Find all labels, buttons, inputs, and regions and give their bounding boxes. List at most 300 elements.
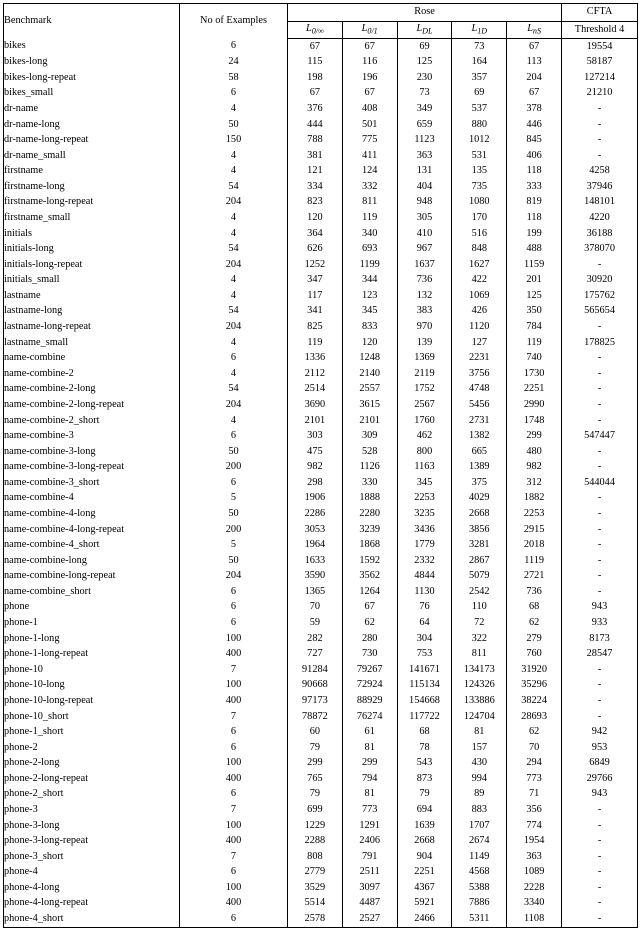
table-row <box>4 101 638 117</box>
cell-benchmark: name-combine <box>4 351 180 367</box>
cell-l1d: 5079 <box>452 569 507 585</box>
cell-examples: 7 <box>180 849 288 865</box>
cell-examples: 50 <box>180 553 288 569</box>
cell-lns: 204 <box>507 70 562 86</box>
cell-examples: 50 <box>180 506 288 522</box>
cell-l01: 794 <box>342 771 397 787</box>
cell-lns: 406 <box>507 148 562 164</box>
cell-threshold: - <box>597 414 602 426</box>
cell-l0inf: 1633 <box>288 553 343 569</box>
cell-l0inf: 78872 <box>288 709 343 725</box>
cell-ldl: 125 <box>397 55 452 71</box>
cell-l01: 2527 <box>342 911 397 927</box>
cell-l01: 123 <box>342 288 397 304</box>
cell-benchmark: phone-10 <box>4 662 180 678</box>
cell-l1d: 157 <box>452 740 507 756</box>
cell-l01: 3615 <box>342 397 397 413</box>
cell-threshold: - <box>597 679 602 691</box>
cell-l01: 332 <box>342 179 397 195</box>
table-row <box>4 164 638 180</box>
cell-ldl: 1639 <box>397 818 452 834</box>
cell-lns: 38224 <box>507 693 562 709</box>
cell-l1d: 7886 <box>452 896 507 912</box>
cell-lns: 62 <box>507 724 562 740</box>
cell-l01: 1199 <box>342 257 397 273</box>
cell-benchmark: phone-10-long-repeat <box>4 693 180 709</box>
cell-l0inf: 347 <box>288 273 343 289</box>
cell-benchmark: name-combine-3-long-repeat <box>4 460 180 476</box>
cell-threshold: - <box>597 819 602 831</box>
cell-examples: 150 <box>180 132 288 148</box>
cell-examples: 6 <box>180 724 288 740</box>
cell-examples: 6 <box>180 787 288 803</box>
table-row <box>4 709 638 725</box>
cell-benchmark: phone-1_short <box>4 724 180 740</box>
cell-examples: 100 <box>180 818 288 834</box>
cell-benchmark: bikes_small <box>4 86 180 102</box>
cell-examples: 6 <box>180 351 288 367</box>
cell-benchmark: bikes <box>4 39 180 55</box>
cell-lns: 480 <box>507 444 562 460</box>
cell-lns: 1954 <box>507 833 562 849</box>
cell-l0inf: 282 <box>288 631 343 647</box>
cell-l0inf: 823 <box>288 195 343 211</box>
cell-l01: 124 <box>342 164 397 180</box>
cell-l1d: 2731 <box>452 413 507 429</box>
cell-threshold: 943 <box>591 788 608 800</box>
cell-l0inf: 3590 <box>288 569 343 585</box>
cell-l1d: 69 <box>452 86 507 102</box>
cell-lns: 71 <box>507 787 562 803</box>
cell-l1d: 4029 <box>452 491 507 507</box>
cell-lns: 125 <box>507 288 562 304</box>
cell-lns: 2228 <box>507 880 562 896</box>
cell-examples: 6 <box>180 615 288 631</box>
cell-l1d: 422 <box>452 273 507 289</box>
cell-l1d: 134173 <box>452 662 507 678</box>
cell-examples: 5 <box>180 538 288 554</box>
cell-threshold: - <box>597 398 602 410</box>
cell-lns: 312 <box>507 475 562 491</box>
cell-threshold: 28547 <box>586 648 613 660</box>
table-row <box>4 132 638 148</box>
cell-examples: 50 <box>180 117 288 133</box>
metric-sub-l0inf: 0/∞ <box>311 26 324 36</box>
cell-l01: 1888 <box>342 491 397 507</box>
cell-ldl: 363 <box>397 148 452 164</box>
cell-l0inf: 3053 <box>288 522 343 538</box>
cell-threshold: - <box>597 461 602 473</box>
cell-l01: 811 <box>342 195 397 211</box>
cell-l01: 76274 <box>342 709 397 725</box>
table-row <box>4 647 638 663</box>
cell-l1d: 5456 <box>452 397 507 413</box>
cell-examples: 4 <box>180 164 288 180</box>
cell-l1d: 1382 <box>452 428 507 444</box>
cell-examples: 6 <box>180 584 288 600</box>
cell-ldl: 1123 <box>397 132 452 148</box>
cell-benchmark: phone-4-long-repeat <box>4 896 180 912</box>
cell-l01: 67 <box>342 86 397 102</box>
column-header-l01 <box>342 22 397 39</box>
table-row <box>4 460 638 476</box>
cell-benchmark: name-combine-4 <box>4 491 180 507</box>
cell-l1d: 135 <box>452 164 507 180</box>
cell-l01: 2557 <box>342 382 397 398</box>
cell-ldl: 115134 <box>397 678 452 694</box>
cell-l01: 833 <box>342 319 397 335</box>
table-row <box>4 615 638 631</box>
cell-lns: 819 <box>507 195 562 211</box>
cell-examples: 7 <box>180 709 288 725</box>
cell-examples: 58 <box>180 70 288 86</box>
table-row <box>4 304 638 320</box>
cell-benchmark: phone-3 <box>4 802 180 818</box>
cell-l01: 345 <box>342 304 397 320</box>
cell-l1d: 124704 <box>452 709 507 725</box>
cell-examples: 6 <box>180 86 288 102</box>
cell-lns: 488 <box>507 242 562 258</box>
cell-ldl: 873 <box>397 771 452 787</box>
cell-l01: 693 <box>342 242 397 258</box>
cell-lns: 2018 <box>507 538 562 554</box>
cell-l01: 773 <box>342 802 397 818</box>
cell-benchmark: phone-1-long-repeat <box>4 647 180 663</box>
cell-threshold: 4258 <box>589 165 610 177</box>
cell-l01: 791 <box>342 849 397 865</box>
cell-ldl: 736 <box>397 273 452 289</box>
cell-l1d: 357 <box>452 70 507 86</box>
cell-l01: 280 <box>342 631 397 647</box>
cell-lns: 356 <box>507 802 562 818</box>
cell-benchmark: phone-2-long <box>4 756 180 772</box>
cell-threshold: - <box>597 835 602 847</box>
cell-l1d: 1069 <box>452 288 507 304</box>
cell-threshold: - <box>597 663 602 675</box>
cell-threshold: - <box>597 523 602 535</box>
cell-l0inf: 5514 <box>288 896 343 912</box>
column-group-header-rose: Rose <box>288 4 562 22</box>
header-row-groups <box>4 4 638 22</box>
cell-examples: 204 <box>180 195 288 211</box>
cell-threshold: 148101 <box>584 196 615 208</box>
cell-examples: 54 <box>180 242 288 258</box>
cell-l01: 730 <box>342 647 397 663</box>
cell-l1d: 3856 <box>452 522 507 538</box>
cell-lns: 294 <box>507 756 562 772</box>
cell-threshold: 175762 <box>584 289 615 301</box>
cell-threshold: 544044 <box>584 476 615 488</box>
cell-l0inf: 341 <box>288 304 343 320</box>
cell-threshold: 58187 <box>586 56 613 68</box>
cell-l01: 1592 <box>342 553 397 569</box>
table-row <box>4 70 638 86</box>
cell-l0inf: 1365 <box>288 584 343 600</box>
cell-benchmark: name-combine-3 <box>4 428 180 444</box>
cell-threshold: - <box>597 134 602 146</box>
cell-ldl: 131 <box>397 164 452 180</box>
cell-ldl: 2466 <box>397 911 452 927</box>
cell-lns: 774 <box>507 818 562 834</box>
cell-benchmark: phone-4-long <box>4 880 180 896</box>
cell-examples: 4 <box>180 288 288 304</box>
table-row <box>4 865 638 881</box>
cell-threshold: 547447 <box>584 430 615 442</box>
cell-lns: 773 <box>507 771 562 787</box>
cell-lns: 740 <box>507 351 562 367</box>
cell-benchmark: phone-2 <box>4 740 180 756</box>
cell-l0inf: 70 <box>288 600 343 616</box>
cell-ldl: 345 <box>397 475 452 491</box>
table-row <box>4 491 638 507</box>
cell-examples: 400 <box>180 647 288 663</box>
cell-ldl: 2668 <box>397 833 452 849</box>
cell-l1d: 72 <box>452 615 507 631</box>
cell-l01: 408 <box>342 101 397 117</box>
cell-lns: 736 <box>507 584 562 600</box>
cell-benchmark: initials <box>4 226 180 242</box>
cell-l1d: 735 <box>452 179 507 195</box>
cell-lns: 1089 <box>507 865 562 881</box>
cell-threshold: 378070 <box>584 243 615 255</box>
cell-lns: 2721 <box>507 569 562 585</box>
cell-l01: 62 <box>342 615 397 631</box>
cell-ldl: 349 <box>397 101 452 117</box>
cell-lns: 113 <box>507 55 562 71</box>
column-header-threshold: Threshold 4 <box>562 22 638 39</box>
cell-l01: 3097 <box>342 880 397 896</box>
cell-lns: 118 <box>507 210 562 226</box>
cell-l1d: 883 <box>452 802 507 818</box>
cell-examples: 204 <box>180 397 288 413</box>
cell-l0inf: 2578 <box>288 911 343 927</box>
cell-l01: 2406 <box>342 833 397 849</box>
cell-l0inf: 91284 <box>288 662 343 678</box>
cell-lns: 2251 <box>507 382 562 398</box>
cell-l01: 4487 <box>342 896 397 912</box>
cell-ldl: 2251 <box>397 865 452 881</box>
cell-benchmark: lastname-long <box>4 304 180 320</box>
cell-l1d: 880 <box>452 117 507 133</box>
cell-l01: 196 <box>342 70 397 86</box>
cell-l1d: 2231 <box>452 351 507 367</box>
cell-l01: 119 <box>342 210 397 226</box>
table-row <box>4 382 638 398</box>
table-row <box>4 86 638 102</box>
cell-l0inf: 825 <box>288 319 343 335</box>
cell-benchmark: dr-name-long <box>4 117 180 133</box>
column-header-lns <box>507 22 562 39</box>
cell-threshold: - <box>597 897 602 909</box>
cell-ldl: 694 <box>397 802 452 818</box>
cell-threshold: - <box>597 352 602 364</box>
cell-l0inf: 1964 <box>288 538 343 554</box>
cell-ldl: 462 <box>397 428 452 444</box>
cell-l1d: 1149 <box>452 849 507 865</box>
metric-sub-l1d: 1D <box>477 26 488 36</box>
cell-ldl: 1369 <box>397 351 452 367</box>
cell-threshold: - <box>597 881 602 893</box>
cell-l0inf: 67 <box>288 86 343 102</box>
cell-examples: 204 <box>180 319 288 335</box>
cell-l01: 2140 <box>342 366 397 382</box>
cell-threshold: 6849 <box>589 757 610 769</box>
cell-benchmark: dr-name-long-repeat <box>4 132 180 148</box>
column-header-l0inf <box>288 22 343 39</box>
table-row <box>4 506 638 522</box>
cell-lns: 35296 <box>507 678 562 694</box>
cell-threshold: - <box>597 554 602 566</box>
cell-examples: 7 <box>180 802 288 818</box>
cell-lns: 845 <box>507 132 562 148</box>
cell-examples: 6 <box>180 475 288 491</box>
cell-l01: 81 <box>342 740 397 756</box>
cell-ldl: 967 <box>397 242 452 258</box>
cell-l1d: 994 <box>452 771 507 787</box>
cell-lns: 1748 <box>507 413 562 429</box>
cell-l1d: 4748 <box>452 382 507 398</box>
cell-benchmark: dr-name <box>4 101 180 117</box>
table-row <box>4 148 638 164</box>
cell-benchmark: phone-10_short <box>4 709 180 725</box>
cell-benchmark: phone <box>4 600 180 616</box>
cell-l1d: 537 <box>452 101 507 117</box>
cell-threshold: 943 <box>591 601 608 613</box>
column-group-header-cfta: CFTA <box>562 4 638 22</box>
table-row <box>4 475 638 491</box>
metric-sub-lns: nS <box>532 26 542 36</box>
table-row <box>4 787 638 803</box>
cell-examples: 4 <box>180 366 288 382</box>
cell-l0inf: 67 <box>288 39 343 55</box>
cell-examples: 204 <box>180 257 288 273</box>
cell-ldl: 139 <box>397 335 452 351</box>
cell-l1d: 2867 <box>452 553 507 569</box>
cell-examples: 54 <box>180 179 288 195</box>
cell-benchmark: name-combine-long <box>4 553 180 569</box>
cell-examples: 100 <box>180 880 288 896</box>
cell-ldl: 5921 <box>397 896 452 912</box>
cell-l0inf: 808 <box>288 849 343 865</box>
cell-ldl: 543 <box>397 756 452 772</box>
cell-lns: 2253 <box>507 506 562 522</box>
cell-lns: 70 <box>507 740 562 756</box>
cell-ldl: 4367 <box>397 880 452 896</box>
cell-threshold: 37946 <box>586 180 613 192</box>
cell-lns: 67 <box>507 39 562 55</box>
table-row <box>4 880 638 896</box>
cell-l1d: 426 <box>452 304 507 320</box>
cell-lns: 784 <box>507 319 562 335</box>
cell-threshold: - <box>597 492 602 504</box>
cell-ldl: 4844 <box>397 569 452 585</box>
cell-l01: 72924 <box>342 678 397 694</box>
cell-l01: 3239 <box>342 522 397 538</box>
cell-examples: 4 <box>180 210 288 226</box>
table-row <box>4 428 638 444</box>
cell-lns: 2915 <box>507 522 562 538</box>
cell-benchmark: name-combine_short <box>4 584 180 600</box>
cell-threshold: 8173 <box>589 632 610 644</box>
cell-l01: 88929 <box>342 693 397 709</box>
cell-examples: 4 <box>180 226 288 242</box>
cell-threshold: 19554 <box>586 40 613 52</box>
cell-ldl: 304 <box>397 631 452 647</box>
cell-threshold: - <box>597 710 602 722</box>
cell-lns: 1882 <box>507 491 562 507</box>
cell-lns: 62 <box>507 615 562 631</box>
cell-lns: 3340 <box>507 896 562 912</box>
table-row <box>4 693 638 709</box>
cell-examples: 4 <box>180 335 288 351</box>
cell-l01: 81 <box>342 787 397 803</box>
cell-l01: 1264 <box>342 584 397 600</box>
cell-l1d: 127 <box>452 335 507 351</box>
cell-l0inf: 1336 <box>288 351 343 367</box>
cell-l0inf: 444 <box>288 117 343 133</box>
cell-l01: 2511 <box>342 865 397 881</box>
cell-benchmark: phone-3-long <box>4 818 180 834</box>
cell-l0inf: 115 <box>288 55 343 71</box>
cell-examples: 6 <box>180 740 288 756</box>
cell-benchmark: phone-3_short <box>4 849 180 865</box>
table-row <box>4 771 638 787</box>
cell-ldl: 73 <box>397 86 452 102</box>
cell-threshold: 565654 <box>584 305 615 317</box>
cell-l1d: 531 <box>452 148 507 164</box>
cell-examples: 6 <box>180 911 288 927</box>
cell-lns: 760 <box>507 647 562 663</box>
table-row <box>4 39 638 55</box>
cell-l1d: 2542 <box>452 584 507 600</box>
cell-examples: 7 <box>180 662 288 678</box>
cell-ldl: 79 <box>397 787 452 803</box>
cell-ldl: 3436 <box>397 522 452 538</box>
cell-benchmark: lastname-long-repeat <box>4 319 180 335</box>
cell-examples: 6 <box>180 39 288 55</box>
table-row <box>4 740 638 756</box>
column-header-l1d <box>452 22 507 39</box>
cell-l0inf: 626 <box>288 242 343 258</box>
cell-l0inf: 97173 <box>288 693 343 709</box>
cell-l01: 116 <box>342 55 397 71</box>
cell-l1d: 73 <box>452 39 507 55</box>
cell-examples: 400 <box>180 896 288 912</box>
cell-l0inf: 303 <box>288 428 343 444</box>
cell-lns: 1159 <box>507 257 562 273</box>
cell-examples: 200 <box>180 522 288 538</box>
cell-benchmark: bikes-long-repeat <box>4 70 180 86</box>
cell-ldl: 230 <box>397 70 452 86</box>
cell-examples: 4 <box>180 413 288 429</box>
table-row <box>4 569 638 585</box>
cell-lns: 201 <box>507 273 562 289</box>
cell-examples: 6 <box>180 600 288 616</box>
cell-examples: 4 <box>180 101 288 117</box>
cell-lns: 68 <box>507 600 562 616</box>
cell-examples: 4 <box>180 273 288 289</box>
table-row <box>4 335 638 351</box>
cell-ldl: 800 <box>397 444 452 460</box>
cell-l01: 3562 <box>342 569 397 585</box>
cell-examples: 54 <box>180 382 288 398</box>
table-row <box>4 319 638 335</box>
cell-benchmark: name-combine-2-long-repeat <box>4 397 180 413</box>
table-row <box>4 849 638 865</box>
table-row <box>4 413 638 429</box>
cell-l1d: 430 <box>452 756 507 772</box>
cell-ldl: 1637 <box>397 257 452 273</box>
